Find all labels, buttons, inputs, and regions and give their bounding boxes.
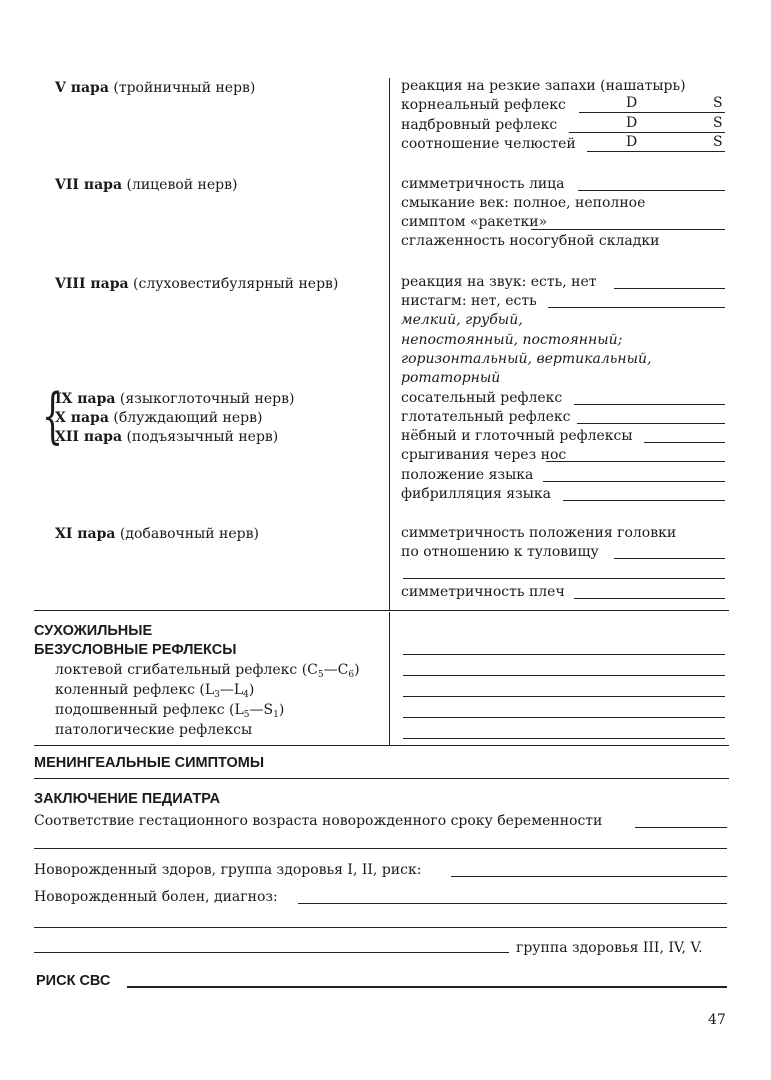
vii-eyelid-closure: смыкание век: полное, неполное [401, 195, 646, 211]
viii-nystagmus: нистагм: нет, есть [401, 293, 537, 309]
xi-shoulder-symmetry: симметричность плеч [401, 584, 565, 600]
tendon-field[interactable] [403, 675, 725, 676]
tendon-field[interactable] [403, 696, 725, 697]
gestational-field-2[interactable] [34, 848, 727, 849]
tendon-field[interactable] [403, 654, 725, 655]
v-corneal-reflex: корнеальный рефлекс [401, 97, 566, 113]
corneal-field[interactable] [579, 112, 725, 113]
d-label: D [626, 95, 638, 111]
vii-nasolabial: сглаженность носогубной складки [401, 233, 660, 249]
nystagmus-field[interactable] [548, 307, 725, 308]
sick-newborn: Новорожденный болен, диагноз: [34, 889, 278, 905]
swallow-field[interactable] [577, 423, 725, 424]
head-symmetry-field[interactable] [614, 558, 725, 559]
nystagmus-option: непостоянный, постоянный; [401, 332, 623, 348]
ix-regurgitation: срыгивания через нос [401, 447, 567, 463]
jaw-field[interactable] [587, 151, 725, 152]
risk-field[interactable] [451, 876, 727, 877]
ix-sucking-reflex: сосательный рефлекс [401, 390, 563, 406]
face-symmetry-field[interactable] [578, 190, 725, 191]
sound-reaction-field[interactable] [614, 288, 725, 289]
ix-tongue-fibrillation: фибрилляция языка [401, 486, 551, 502]
meningeal-field[interactable] [34, 778, 729, 779]
tendon-title-2: БЕЗУСЛОВНЫЕ РЕФЛЕКСЫ [34, 642, 237, 658]
ix-palatal-reflex: нёбный и глоточный рефлексы [401, 428, 633, 444]
d-label: D [626, 134, 638, 150]
risk-svs-title: РИСК СВС [36, 973, 111, 989]
tendon-title: СУХОЖИЛЬНЫЕ [34, 623, 153, 639]
health-group-3: группа здоровья III, IV, V. [516, 940, 703, 956]
nystagmus-option: горизонтальный, вертикальный, [401, 351, 652, 367]
gestational-field[interactable] [635, 827, 727, 828]
nerve-viii: VIII пара (слуховестибулярный нерв) [55, 276, 339, 292]
viii-sound-reaction: реакция на звук: есть, нет [401, 274, 597, 290]
knee-reflex: коленный рефлекс $(L_3—L_4)$ [55, 682, 255, 700]
d-label: D [626, 115, 638, 131]
nerve-vii: VII пара (лицевой нерв) [55, 177, 238, 193]
s-label: S [713, 95, 723, 111]
gestational-match: Соответствие гестационного возраста новорожденного сроку беременности [34, 813, 603, 829]
nerve-v: V пара (тройничный нерв) [55, 80, 256, 96]
fibrillation-field[interactable] [563, 500, 725, 501]
nerve-xii: XII пара (подъязычный нерв) [55, 429, 279, 445]
sucking-field[interactable] [574, 404, 725, 405]
nerve-xi: XI пара (добавочный нерв) [55, 526, 259, 542]
xi-head-symmetry: симметричность положения головки [401, 525, 677, 541]
tendon-field[interactable] [403, 738, 725, 739]
nystagmus-option: мелкий, грубый, [401, 312, 523, 328]
pathologic-reflexes: патологические рефлексы [55, 722, 253, 738]
section-divider [34, 610, 729, 611]
ix-tongue-position: положение языка [401, 467, 534, 483]
nystagmus-option: ротаторный [401, 370, 501, 386]
page-number: 47 [708, 1012, 726, 1028]
plantar-reflex: подошвенный рефлекс $(L_5—S_1)$ [55, 702, 285, 720]
healthy-newborn: Новорожденный здоров, группа здоровья I, II, риск: [34, 862, 422, 878]
shoulder-field[interactable] [574, 598, 725, 599]
tendon-field[interactable] [403, 717, 725, 718]
column-divider [389, 78, 390, 610]
regurgitation-field[interactable] [546, 461, 725, 462]
diagnosis-field-3[interactable] [34, 952, 509, 953]
column-divider-lower [389, 612, 390, 745]
meningeal-title: МЕНИНГЕАЛЬНЫЕ СИМПТОМЫ [34, 755, 265, 771]
v-jaw-relation: соотношение челюстей [401, 136, 576, 152]
diagnosis-field-2[interactable] [34, 927, 727, 928]
vii-face-symmetry: симметричность лица [401, 176, 565, 192]
ix-swallow-reflex: глотательный рефлекс [401, 409, 571, 425]
s-label: S [713, 134, 723, 150]
nerve-ix: IX пара (языкоглоточный нерв) [55, 391, 295, 407]
tongue-position-field[interactable] [543, 481, 725, 482]
brow-field[interactable] [569, 132, 725, 133]
v-brow-reflex: надбровный рефлекс [401, 117, 558, 133]
section-divider [34, 745, 729, 746]
risk-svs-field[interactable] [127, 986, 727, 988]
conclusion-title: ЗАКЛЮЧЕНИЕ ПЕДИАТРА [34, 791, 221, 807]
v-smell-reaction: реакция на резкие запахи (нашатырь) [401, 78, 686, 94]
head-symmetry-field-2[interactable] [403, 578, 725, 579]
racket-field[interactable] [531, 229, 725, 230]
nerve-x: X пара (блуждающий нерв) [55, 410, 263, 426]
vii-racket-symptom: симптом «ракетки» [401, 214, 548, 230]
palatal-field[interactable] [644, 442, 725, 443]
diagnosis-field[interactable] [298, 903, 727, 904]
xi-relative-trunk: по отношению к туловищу [401, 544, 599, 560]
brace-icon: { [42, 381, 64, 451]
s-label: S [713, 115, 723, 131]
elbow-reflex: локтевой сгибательный рефлекс $(C_5—C_6)$ [55, 662, 360, 680]
